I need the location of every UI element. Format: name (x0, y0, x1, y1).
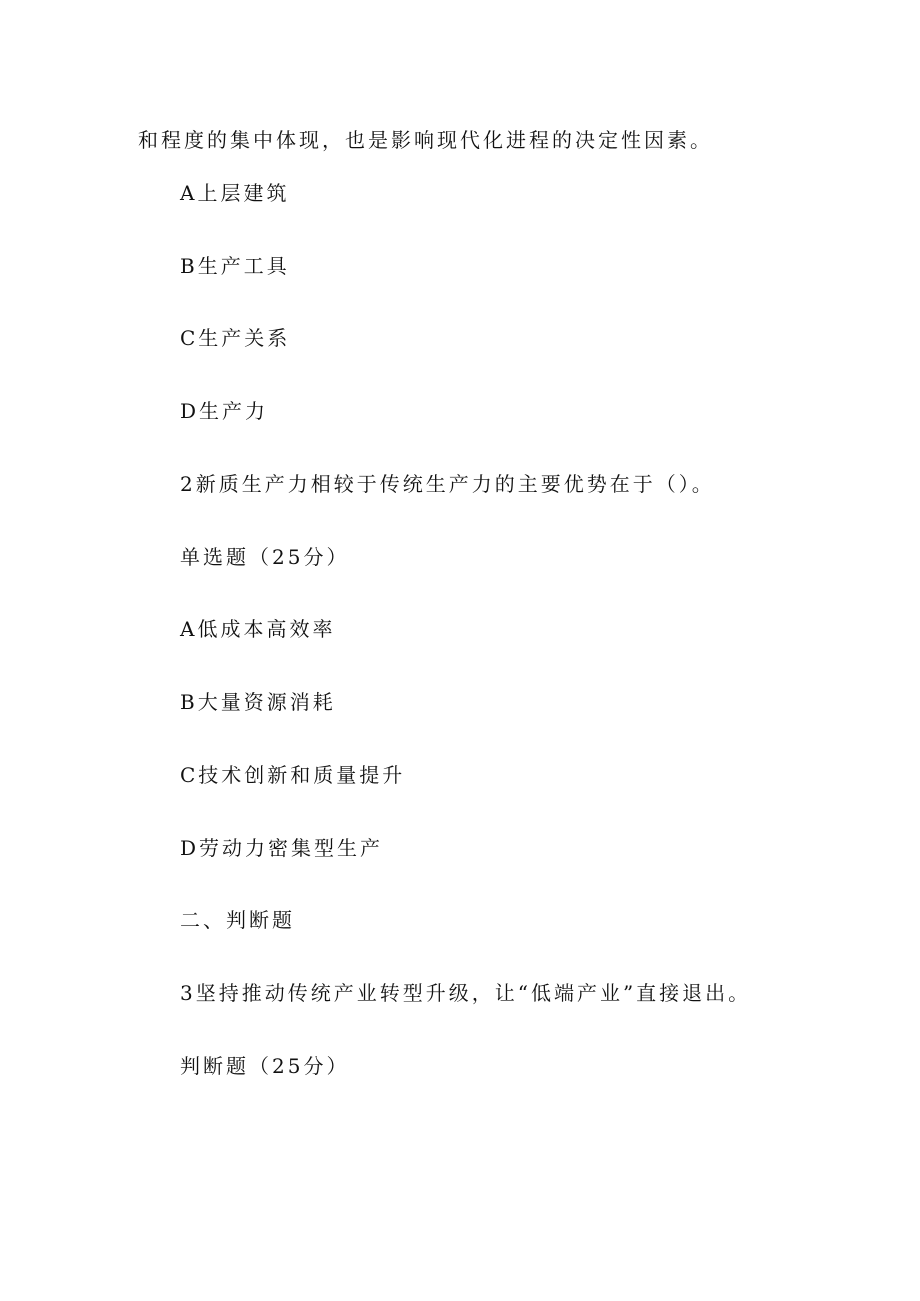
question-continuation-text: 和程度的集中体现，也是影响现代化进程的决定性因素。 (138, 128, 713, 152)
section-heading: 二、判断题 (180, 908, 295, 932)
q3-type-label: 判断题（25分） (180, 1054, 350, 1078)
q1-option-a: A上层建筑 (180, 181, 290, 205)
q2-type-label: 单选题（25分） (180, 545, 350, 569)
q2-option-d: D劳动力密集型生产 (180, 836, 384, 860)
q3-stem: 3坚持推动传统产业转型升级，让“低端产业”直接退出。 (180, 981, 752, 1005)
q2-stem: 2新质生产力相较于传统生产力的主要优势在于（）。 (180, 472, 715, 496)
q2-option-c: C技术创新和质量提升 (180, 763, 406, 787)
q2-option-b: B大量资源消耗 (180, 690, 336, 714)
q2-option-a: A低成本高效率 (180, 617, 336, 641)
q1-option-c: C生产关系 (180, 326, 291, 350)
q1-option-b: B生产工具 (180, 254, 290, 278)
q1-option-d: D生产力 (180, 399, 269, 423)
